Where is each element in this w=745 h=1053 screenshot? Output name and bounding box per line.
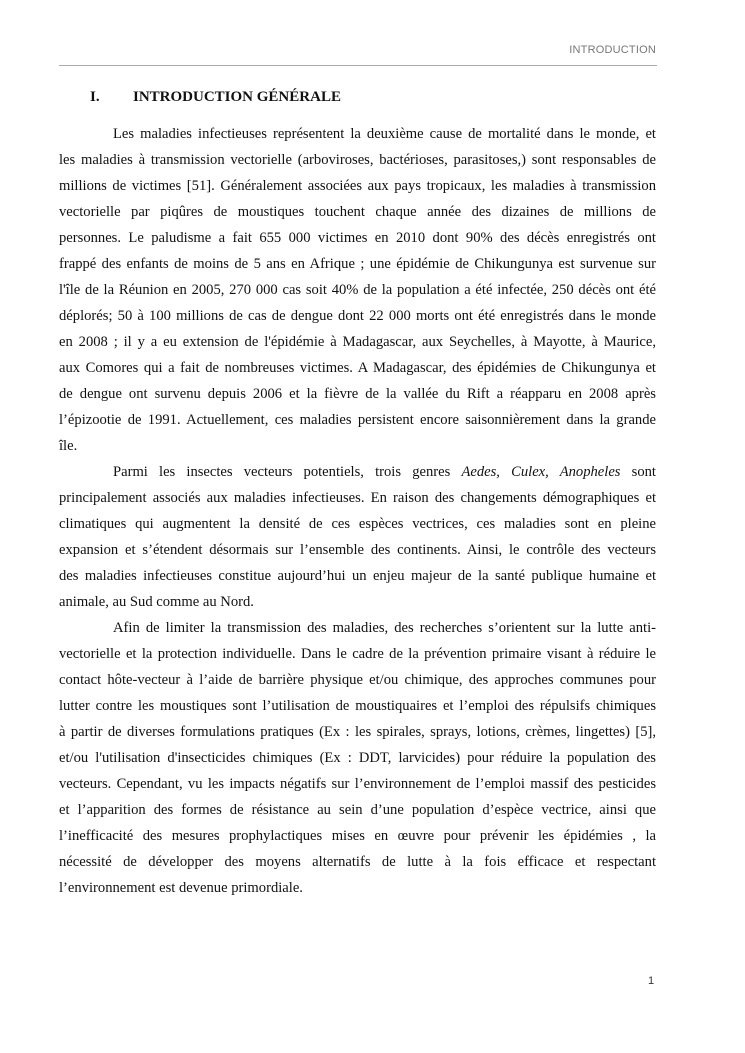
running-header: INTRODUCTION — [569, 44, 656, 56]
text-line: personnes. Le paludisme a fait 655 000 victimes en 2010 dont 90% des décès enregistrés ont — [59, 230, 656, 246]
text-line: l’épizootie de 1991. Actuellement, ces maladies persistent encore saisonnièrement dans la grande — [59, 412, 656, 428]
text-line: à partir de diverses formulations pratiques (Ex : les spirales, sprays, lotions, crèmes, lingettes) [5], — [59, 724, 656, 740]
page-number: 1 — [648, 975, 655, 987]
italic-genus-names: Aedes, Culex, Anopheles — [461, 464, 621, 480]
body-text — [59, 121, 656, 901]
text-line: île. — [59, 438, 78, 454]
paragraph — [59, 121, 656, 459]
text-line: vectorielle et la protection individuelle. Dans le cadre de la prévention primaire visant à réduire le — [59, 646, 656, 662]
text-line: l’inefficacité des mesures prophylactiques mises en œuvre pour prévenir les épidémies , la — [59, 828, 656, 844]
text-line: et/ou l'utilisation d'insecticides chimiques (Ex : DDT, larvicides) pour réduire la population des — [59, 750, 656, 766]
text-line: en 2008 ; il y a eu extension de l'épidémie à Madagascar, aux Seychelles, à Mayotte, à Maurice, — [59, 334, 656, 350]
text-line — [59, 459, 656, 485]
paragraph — [59, 615, 656, 901]
header-rule — [59, 65, 657, 66]
text-line: les maladies à transmission vectorielle (arboviroses, bactérioses, parasitoses,) sont responsables de — [59, 152, 656, 168]
section-title: INTRODUCTION GÉNÉRALE — [133, 89, 341, 105]
text-line: principalement associés aux maladies infectieuses. En raison des changements démographiques et — [59, 490, 656, 506]
text-line: déplorés; 50 à 100 millions de cas de dengue dont 22 000 morts ont été enregistrés dans le monde — [59, 308, 656, 324]
section-number: I. — [90, 89, 100, 105]
text-line: vectorielle par piqûres de moustiques touchent chaque année des dizaines de millions de — [59, 204, 656, 220]
text-line: Les maladies infectieuses représentent la deuxième cause de mortalité dans le monde, et — [113, 126, 656, 142]
text-line: lutter contre les moustiques sont l’utilisation de moustiquaires et l’emploi des répulsifs chimiques — [59, 698, 656, 714]
text-line: animale, au Sud comme au Nord. — [59, 594, 254, 610]
text-line: vecteurs. Cependant, vu les impacts négatifs sur l’environnement de l’emploi massif des pesticides — [59, 776, 656, 792]
text-segment: Parmi les insectes vecteurs potentiels, trois genres — [113, 464, 462, 480]
text-line: Afin de limiter la transmission des maladies, des recherches s’orientent sur la lutte anti- — [113, 620, 656, 636]
text-line: frappé des enfants de moins de 5 ans en Afrique ; une épidémie de Chikungunya est survenue sur — [59, 256, 656, 272]
text-line: et l’apparition des formes de résistance au sein d’une population d’espèce vectrice, ainsi que — [59, 802, 656, 818]
text-line: nécessité de développer des moyens alternatifs de lutte à la fois efficace et respectant — [59, 854, 656, 870]
text-line: contact hôte-vecteur à l’aide de barrière physique et/ou chimique, des approches communes pour — [59, 672, 656, 688]
text-line: climatiques qui augmentent la densité de ces espèces vectrices, ces maladies sont en pleine — [59, 516, 656, 532]
text-line: millions de victimes [51]. Généralement associées aux pays tropicaux, les maladies à transmission — [59, 178, 656, 194]
text-line: de dengue ont survenu depuis 2006 et la fièvre de la vallée du Rift a réapparu en 2008 après — [59, 386, 656, 402]
text-line: des maladies infectieuses constitue aujourd’hui un enjeu majeur de la santé publique humaine et — [59, 568, 656, 584]
text-line: l'île de la Réunion en 2005, 270 000 cas soit 40% de la population a été infectée, 250 décès ont été — [59, 282, 656, 298]
text-segment: sont — [620, 464, 656, 480]
text-line: expansion et s’étendent désormais sur l’ensemble des continents. Ainsi, le contrôle des vecteurs — [59, 542, 656, 558]
text-line: l’environnement est devenue primordiale. — [59, 880, 303, 896]
paragraph — [59, 459, 656, 615]
text-line: aux Comores qui a fait de nombreuses victimes. A Madagascar, des épidémies de Chikungunya et — [59, 360, 656, 376]
